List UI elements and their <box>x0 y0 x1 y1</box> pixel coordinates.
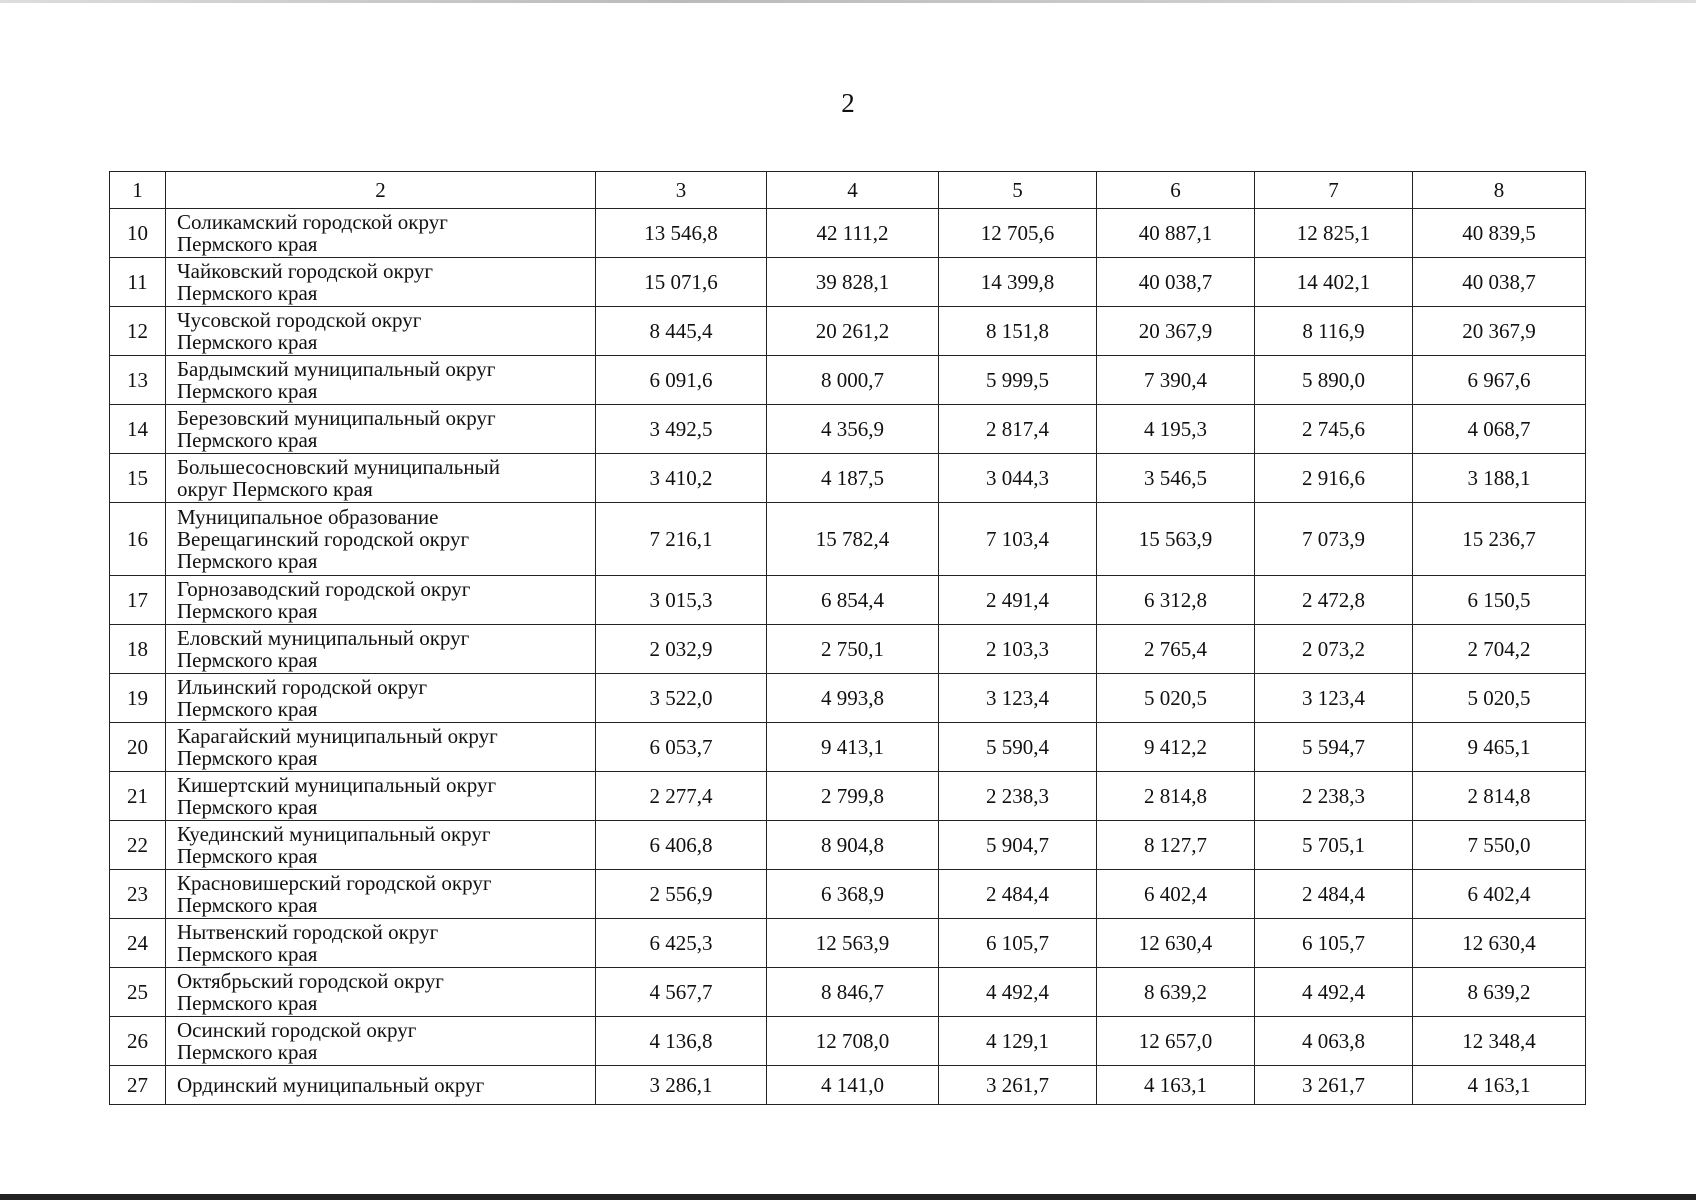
value-cell-col-5: 5 904,7 <box>939 821 1097 870</box>
column-header: 1 <box>110 172 166 209</box>
value-cell-col-3: 2 556,9 <box>596 870 767 919</box>
value-cell-col-3: 7 216,1 <box>596 503 767 576</box>
table-row <box>110 674 1586 723</box>
value-cell-col-7: 5 705,1 <box>1255 821 1413 870</box>
table-row <box>110 1017 1586 1066</box>
municipality-name-line: Чусовской городской округ <box>177 308 422 332</box>
value-cell-col-6: 40 887,1 <box>1097 209 1255 258</box>
value-cell-col-7: 2 916,6 <box>1255 454 1413 503</box>
value-cell-col-6: 6 312,8 <box>1097 576 1255 625</box>
value-cell-col-5: 3 123,4 <box>939 674 1097 723</box>
value-cell-col-7: 2 745,6 <box>1255 405 1413 454</box>
value-cell-col-8: 2 814,8 <box>1413 772 1586 821</box>
municipal-data-table <box>109 171 1586 1105</box>
value-cell-col-5: 2 103,3 <box>939 625 1097 674</box>
column-number-header-row <box>110 172 1586 209</box>
value-cell-col-8: 15 236,7 <box>1413 503 1586 576</box>
value-cell-col-8: 12 630,4 <box>1413 919 1586 968</box>
table-row <box>110 772 1586 821</box>
row-number-cell: 11 <box>110 258 166 307</box>
municipality-name-cell <box>166 356 596 405</box>
column-header: 4 <box>767 172 939 209</box>
municipality-name-line: Пермского края <box>177 648 318 672</box>
row-number-cell: 10 <box>110 209 166 258</box>
table-row <box>110 1066 1586 1105</box>
value-cell-col-5: 8 151,8 <box>939 307 1097 356</box>
value-cell-col-5: 3 261,7 <box>939 1066 1097 1105</box>
table-row <box>110 723 1586 772</box>
row-number-cell: 20 <box>110 723 166 772</box>
municipality-name-line: Пермского края <box>177 1040 318 1064</box>
value-cell-col-3: 4 136,8 <box>596 1017 767 1066</box>
column-header: 2 <box>166 172 596 209</box>
value-cell-col-3: 8 445,4 <box>596 307 767 356</box>
value-cell-col-4: 4 141,0 <box>767 1066 939 1105</box>
value-cell-col-8: 4 163,1 <box>1413 1066 1586 1105</box>
value-cell-col-3: 3 286,1 <box>596 1066 767 1105</box>
value-cell-col-3: 15 071,6 <box>596 258 767 307</box>
municipality-name-cell <box>166 968 596 1017</box>
value-cell-col-6: 2 814,8 <box>1097 772 1255 821</box>
value-cell-col-4: 8 904,8 <box>767 821 939 870</box>
value-cell-col-7: 2 472,8 <box>1255 576 1413 625</box>
value-cell-col-7: 12 825,1 <box>1255 209 1413 258</box>
municipality-name-cell <box>166 258 596 307</box>
value-cell-col-4: 4 356,9 <box>767 405 939 454</box>
value-cell-col-6: 7 390,4 <box>1097 356 1255 405</box>
value-cell-col-6: 8 127,7 <box>1097 821 1255 870</box>
column-header: 5 <box>939 172 1097 209</box>
value-cell-col-8: 6 967,6 <box>1413 356 1586 405</box>
value-cell-col-4: 9 413,1 <box>767 723 939 772</box>
row-number-cell: 18 <box>110 625 166 674</box>
column-header: 6 <box>1097 172 1255 209</box>
value-cell-col-4: 8 846,7 <box>767 968 939 1017</box>
value-cell-col-6: 8 639,2 <box>1097 968 1255 1017</box>
value-cell-col-4: 6 854,4 <box>767 576 939 625</box>
table-row <box>110 870 1586 919</box>
value-cell-col-4: 4 993,8 <box>767 674 939 723</box>
municipality-name-line: Пермского края <box>177 893 318 917</box>
row-number-cell: 23 <box>110 870 166 919</box>
municipality-name-line: Соликамский городской округ <box>177 210 448 234</box>
column-header: 8 <box>1413 172 1586 209</box>
municipality-name-cell <box>166 870 596 919</box>
row-number-cell: 24 <box>110 919 166 968</box>
municipality-name-cell <box>166 405 596 454</box>
municipality-name-cell <box>166 821 596 870</box>
row-number-cell: 19 <box>110 674 166 723</box>
municipality-name-cell <box>166 1017 596 1066</box>
municipality-name-line: Красновишерский городской округ <box>177 871 492 895</box>
value-cell-col-8: 40 839,5 <box>1413 209 1586 258</box>
municipality-name-cell <box>166 772 596 821</box>
value-cell-col-3: 6 425,3 <box>596 919 767 968</box>
value-cell-col-3: 13 546,8 <box>596 209 767 258</box>
value-cell-col-7: 3 123,4 <box>1255 674 1413 723</box>
value-cell-col-4: 2 750,1 <box>767 625 939 674</box>
table-row <box>110 503 1586 576</box>
municipality-name-line: Нытвенский городской округ <box>177 920 439 944</box>
municipality-name-line: Ординский муниципальный округ <box>177 1073 485 1097</box>
value-cell-col-6: 15 563,9 <box>1097 503 1255 576</box>
value-cell-col-7: 2 073,2 <box>1255 625 1413 674</box>
value-cell-col-7: 14 402,1 <box>1255 258 1413 307</box>
value-cell-col-6: 4 163,1 <box>1097 1066 1255 1105</box>
table-row <box>110 821 1586 870</box>
row-number-cell: 26 <box>110 1017 166 1066</box>
value-cell-col-7: 4 063,8 <box>1255 1017 1413 1066</box>
municipality-name-line: Горнозаводский городской округ <box>177 577 471 601</box>
value-cell-col-8: 7 550,0 <box>1413 821 1586 870</box>
municipality-name-line: Пермского края <box>177 746 318 770</box>
value-cell-col-8: 20 367,9 <box>1413 307 1586 356</box>
municipality-name-line: Пермского края <box>177 795 318 819</box>
value-cell-col-5: 3 044,3 <box>939 454 1097 503</box>
municipality-name-line: округ Пермского края <box>177 477 373 501</box>
table-body <box>110 172 1586 1105</box>
value-cell-col-6: 6 402,4 <box>1097 870 1255 919</box>
value-cell-col-7: 7 073,9 <box>1255 503 1413 576</box>
value-cell-col-5: 2 491,4 <box>939 576 1097 625</box>
value-cell-col-7: 2 484,4 <box>1255 870 1413 919</box>
municipality-name-cell <box>166 503 596 576</box>
value-cell-col-6: 12 657,0 <box>1097 1017 1255 1066</box>
value-cell-col-4: 20 261,2 <box>767 307 939 356</box>
value-cell-col-8: 4 068,7 <box>1413 405 1586 454</box>
value-cell-col-3: 3 492,5 <box>596 405 767 454</box>
value-cell-col-4: 6 368,9 <box>767 870 939 919</box>
municipality-name-line: Пермского края <box>177 379 318 403</box>
table-row <box>110 209 1586 258</box>
row-number-cell: 22 <box>110 821 166 870</box>
municipality-name-line: Большесосновский муниципальный <box>177 455 500 479</box>
value-cell-col-7: 6 105,7 <box>1255 919 1413 968</box>
value-cell-col-5: 2 238,3 <box>939 772 1097 821</box>
value-cell-col-4: 12 563,9 <box>767 919 939 968</box>
value-cell-col-8: 40 038,7 <box>1413 258 1586 307</box>
municipality-name-line: Октябрьский городской округ <box>177 969 444 993</box>
municipality-name-line: Пермского края <box>177 330 318 354</box>
municipality-name-line: Карагайский муниципальный округ <box>177 724 498 748</box>
row-number-cell: 27 <box>110 1066 166 1105</box>
value-cell-col-5: 12 705,6 <box>939 209 1097 258</box>
bottom-edge-rule <box>0 1194 1696 1200</box>
municipality-name-line: Еловский муниципальный округ <box>177 626 470 650</box>
municipality-name-line: Березовский муниципальный округ <box>177 406 496 430</box>
municipality-name-line: Бардымский муниципальный округ <box>177 357 496 381</box>
row-number-cell: 14 <box>110 405 166 454</box>
municipality-name-line: Чайковский городской округ <box>177 259 434 283</box>
value-cell-col-5: 6 105,7 <box>939 919 1097 968</box>
municipality-name-line: Осинский городской округ <box>177 1018 417 1042</box>
page-number: 2 <box>841 88 855 118</box>
value-cell-col-4: 39 828,1 <box>767 258 939 307</box>
municipality-name-line: Кишертский муниципальный округ <box>177 773 497 797</box>
row-number-cell: 21 <box>110 772 166 821</box>
municipality-name-cell <box>166 307 596 356</box>
value-cell-col-3: 6 053,7 <box>596 723 767 772</box>
municipality-name-cell <box>166 209 596 258</box>
value-cell-col-5: 7 103,4 <box>939 503 1097 576</box>
value-cell-col-4: 42 111,2 <box>767 209 939 258</box>
municipality-name-cell <box>166 576 596 625</box>
value-cell-col-4: 15 782,4 <box>767 503 939 576</box>
value-cell-col-5: 4 129,1 <box>939 1017 1097 1066</box>
municipality-name-line: Пермского края <box>177 942 318 966</box>
municipality-name-cell <box>166 674 596 723</box>
value-cell-col-6: 12 630,4 <box>1097 919 1255 968</box>
municipality-name-cell <box>166 919 596 968</box>
value-cell-col-8: 6 150,5 <box>1413 576 1586 625</box>
value-cell-col-6: 4 195,3 <box>1097 405 1255 454</box>
value-cell-col-8: 3 188,1 <box>1413 454 1586 503</box>
value-cell-col-6: 5 020,5 <box>1097 674 1255 723</box>
value-cell-col-5: 2 484,4 <box>939 870 1097 919</box>
table-row <box>110 576 1586 625</box>
municipality-name-cell <box>166 723 596 772</box>
value-cell-col-3: 6 091,6 <box>596 356 767 405</box>
top-edge-rule <box>0 0 1696 3</box>
value-cell-col-6: 9 412,2 <box>1097 723 1255 772</box>
value-cell-col-4: 2 799,8 <box>767 772 939 821</box>
municipality-name-line: Куединский муниципальный округ <box>177 822 491 846</box>
value-cell-col-7: 4 492,4 <box>1255 968 1413 1017</box>
value-cell-col-7: 3 261,7 <box>1255 1066 1413 1105</box>
value-cell-col-5: 5 590,4 <box>939 723 1097 772</box>
table-row <box>110 258 1586 307</box>
value-cell-col-3: 2 032,9 <box>596 625 767 674</box>
value-cell-col-6: 2 765,4 <box>1097 625 1255 674</box>
table-row <box>110 454 1586 503</box>
value-cell-col-3: 3 410,2 <box>596 454 767 503</box>
municipality-name-line: Пермского края <box>177 232 318 256</box>
value-cell-col-3: 4 567,7 <box>596 968 767 1017</box>
municipality-name-line: Пермского края <box>177 281 318 305</box>
value-cell-col-7: 8 116,9 <box>1255 307 1413 356</box>
value-cell-col-3: 3 522,0 <box>596 674 767 723</box>
municipality-name-line: Пермского края <box>177 599 318 623</box>
table-row <box>110 405 1586 454</box>
value-cell-col-4: 8 000,7 <box>767 356 939 405</box>
column-header: 3 <box>596 172 767 209</box>
value-cell-col-6: 3 546,5 <box>1097 454 1255 503</box>
row-number-cell: 16 <box>110 503 166 576</box>
row-number-cell: 15 <box>110 454 166 503</box>
municipality-name-line: Ильинский городской округ <box>177 675 428 699</box>
municipality-name-line: Пермского края <box>177 549 318 573</box>
value-cell-col-5: 14 399,8 <box>939 258 1097 307</box>
municipality-name-line: Пермского края <box>177 991 318 1015</box>
value-cell-col-8: 6 402,4 <box>1413 870 1586 919</box>
value-cell-col-4: 12 708,0 <box>767 1017 939 1066</box>
table-row <box>110 356 1586 405</box>
row-number-cell: 13 <box>110 356 166 405</box>
table-row <box>110 625 1586 674</box>
value-cell-col-8: 2 704,2 <box>1413 625 1586 674</box>
value-cell-col-5: 5 999,5 <box>939 356 1097 405</box>
value-cell-col-8: 12 348,4 <box>1413 1017 1586 1066</box>
value-cell-col-5: 4 492,4 <box>939 968 1097 1017</box>
value-cell-col-3: 3 015,3 <box>596 576 767 625</box>
municipality-name-line: Пермского края <box>177 844 318 868</box>
column-header: 7 <box>1255 172 1413 209</box>
value-cell-col-4: 4 187,5 <box>767 454 939 503</box>
value-cell-col-6: 20 367,9 <box>1097 307 1255 356</box>
value-cell-col-5: 2 817,4 <box>939 405 1097 454</box>
municipality-name-line: Пермского края <box>177 697 318 721</box>
value-cell-col-7: 2 238,3 <box>1255 772 1413 821</box>
municipality-name-cell <box>166 1066 596 1105</box>
municipality-name-line: Пермского края <box>177 428 318 452</box>
value-cell-col-6: 40 038,7 <box>1097 258 1255 307</box>
municipality-name-line: Муниципальное образование <box>177 505 439 529</box>
row-number-cell: 25 <box>110 968 166 1017</box>
table-row <box>110 307 1586 356</box>
municipality-name-cell <box>166 625 596 674</box>
municipality-name-cell <box>166 454 596 503</box>
value-cell-col-7: 5 890,0 <box>1255 356 1413 405</box>
value-cell-col-8: 5 020,5 <box>1413 674 1586 723</box>
row-number-cell: 17 <box>110 576 166 625</box>
value-cell-col-8: 8 639,2 <box>1413 968 1586 1017</box>
table-row <box>110 919 1586 968</box>
value-cell-col-3: 2 277,4 <box>596 772 767 821</box>
value-cell-col-3: 6 406,8 <box>596 821 767 870</box>
value-cell-col-7: 5 594,7 <box>1255 723 1413 772</box>
row-number-cell: 12 <box>110 307 166 356</box>
table-row <box>110 968 1586 1017</box>
value-cell-col-8: 9 465,1 <box>1413 723 1586 772</box>
municipality-name-line: Верещагинский городской округ <box>177 527 470 551</box>
